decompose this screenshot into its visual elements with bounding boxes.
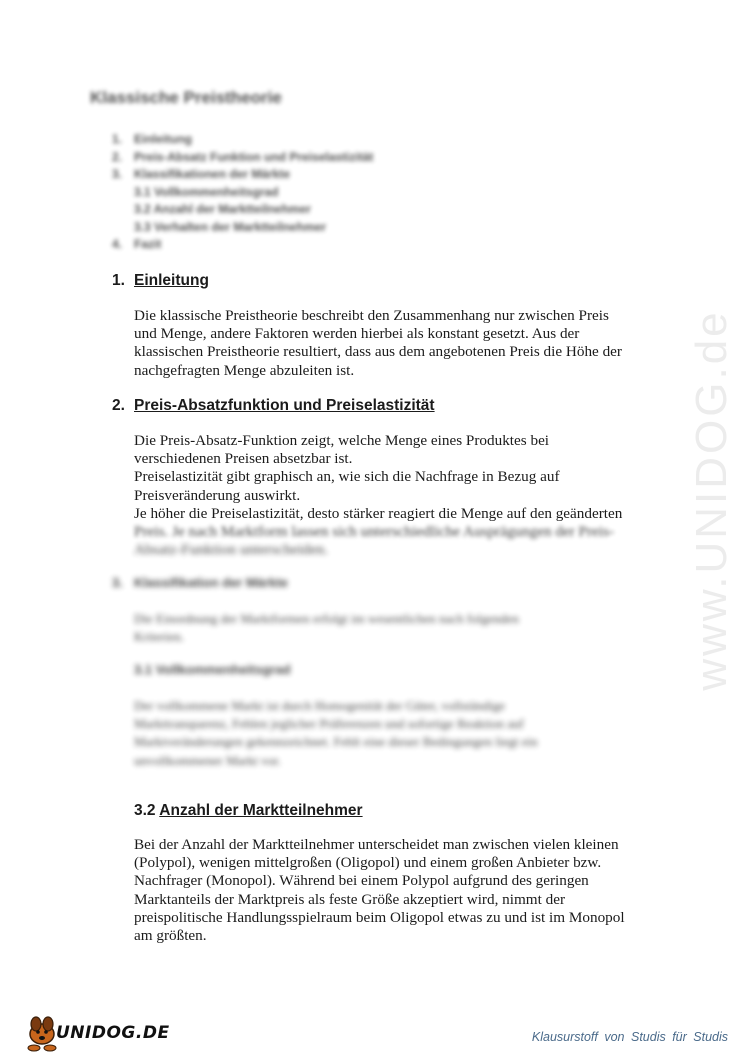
text-line: Bei der Anzahl der Marktteilnehmer unterscheidet man zwischen vielen kleinen: [134, 836, 619, 853]
section-heading-einleitung: [112, 272, 209, 290]
toc-subitem: [112, 184, 373, 202]
subsection-title: 3.1 Vollkommenheitsgrad: [134, 662, 291, 677]
subsection-3-2-paragraph: [134, 836, 674, 945]
text-line: Marktanteils der Marktpreis als feste Größe akzeptiert wird, nimmt der: [134, 890, 566, 908]
toc-number: 2.: [112, 149, 123, 164]
section-title: Preis-Absatzfunktion und Preiselastizität: [134, 397, 435, 414]
text-line: (Polypol), wenigen mittelgroßen (Oligopol) und einem großen Anbieter bzw.: [134, 854, 602, 872]
text-line: Die Preis-Absatz-Funktion zeigt, welche Menge eines Produktes bei: [134, 432, 550, 449]
subsection-title: Anzahl der Marktteilnehmer: [159, 802, 363, 819]
text-line: Marktveränderungen gekennzeichnet. Fehlt eine dieser Bedingungen liegt ein: [134, 734, 538, 750]
toc-label: Klassifikationen der Märkte: [134, 167, 291, 181]
subsection-heading-anzahl: [134, 802, 363, 820]
toc-subitem: [112, 219, 373, 237]
subsection-3-1-paragraph: [134, 697, 674, 770]
text-line: am größten.: [134, 927, 207, 945]
section-heading-preis-absatz: [112, 397, 435, 415]
toc-label: Fazit: [134, 237, 162, 251]
text-line: Die Einordnung der Marktformen erfolgt im wesentlichen nach folgenden: [134, 611, 519, 626]
section-number: 3.: [112, 575, 123, 590]
section-number: 2.: [112, 397, 125, 414]
toc-subitem: [112, 201, 373, 219]
footer-tagline: Klausurstoff von Studis für Studis: [531, 1030, 728, 1044]
text-line: Kriterien.: [134, 629, 185, 645]
toc-label: 3.3 Verhalten der Marktteilnehmer: [134, 219, 327, 234]
section-2-paragraph: [134, 432, 674, 559]
toc-label: Einleitung: [134, 132, 192, 146]
text-line: und Menge, andere Faktoren werden hierbei als konstant gesetzt. Aus der: [134, 325, 580, 343]
section-3-intro: [134, 610, 674, 646]
text-line: Markttransparenz, Fehlen jeglicher Präferenzen und sofortige Reaktion auf: [134, 716, 524, 732]
toc-label: 3.1 Vollkommenheitsgrad: [134, 184, 279, 199]
toc-number: 3.: [112, 167, 123, 181]
section-title: Einleitung: [134, 272, 209, 289]
toc-item: [112, 149, 373, 167]
text-line: Je höher die Preiselastizität, desto stärker reagiert die Menge auf den geänderten: [134, 504, 623, 522]
text-line: preispolitische Handlungsspielraum beim Oligopol etwas zu und ist im Monopol: [134, 908, 625, 926]
watermark: www.UNIDOG.de: [687, 309, 736, 691]
text-line: Die klassische Preistheorie beschreibt den Zusammenhang nur zwischen Preis: [134, 307, 609, 324]
section-heading-klassifikation: [112, 575, 288, 590]
document-title: Klassische Preistheorie: [90, 88, 282, 107]
text-line: Absatz-Funktion unterscheiden.: [134, 541, 329, 559]
section-1-paragraph: [134, 307, 674, 380]
text-line: Preis. Je nach Marktform lassen sich unterschiedliche Ausprägungen der Preis-: [134, 523, 614, 541]
toc-label: Preis-Absatz Funktion und Preiselastizität: [134, 149, 374, 164]
toc-item: [112, 236, 373, 254]
text-line: Der vollkommene Markt ist durch Homogenität der Güter, vollständige: [134, 698, 505, 713]
table-of-contents: [112, 131, 373, 254]
text-line: klassischen Preistheorie resultiert, dass aus dem angebotenen Preis die Höhe der: [134, 343, 622, 361]
toc-item: [112, 166, 373, 184]
text-line: unvollkommener Markt vor.: [134, 752, 281, 768]
logo-text: UNIDOG.DE: [56, 1023, 170, 1043]
subsection-number: 3.2: [134, 802, 156, 819]
section-title: Klassifikation der Märkte: [134, 575, 288, 590]
text-line: verschiedenen Preisen absetzbar ist.: [134, 450, 353, 468]
toc-number: 1.: [112, 132, 123, 146]
text-line: Nachfrager (Monopol). Während bei einem Polypol aufgrund des geringen: [134, 872, 589, 890]
text-line: nachgefragten Menge abzuleiten ist.: [134, 361, 355, 379]
toc-label: 3.2 Anzahl der Marktteilnehmer: [134, 202, 311, 216]
subsection-heading-vollkommenheitsgrad: [134, 662, 291, 677]
toc-item: [112, 131, 373, 149]
text-line: Preiselastizität gibt graphisch an, wie sich die Nachfrage in Bezug auf: [134, 468, 560, 486]
toc-number: 4.: [112, 237, 123, 251]
text-line: Preisveränderung auswirkt.: [134, 486, 301, 504]
section-number: 1.: [112, 272, 125, 289]
